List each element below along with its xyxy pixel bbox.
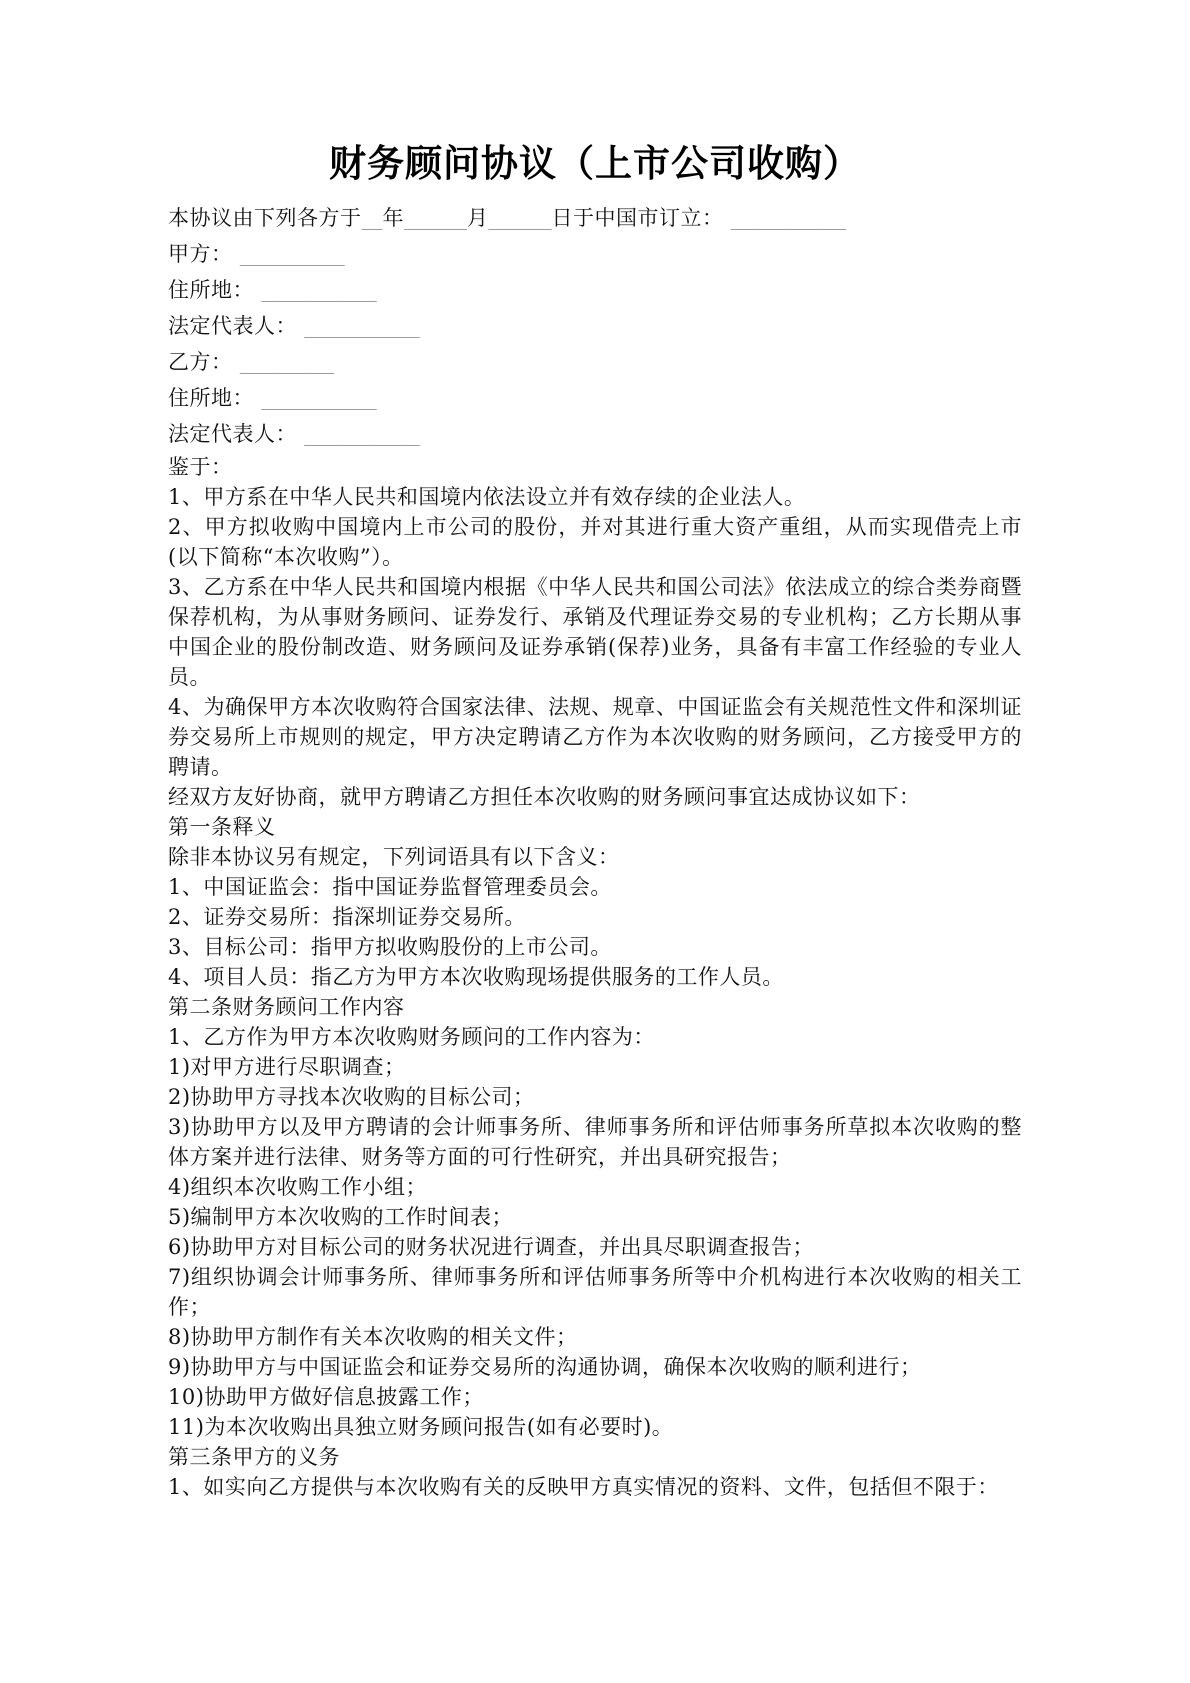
paragraph <box>168 1022 1022 1052</box>
paragraph <box>168 812 1022 842</box>
fill-in-field-line <box>168 236 1022 272</box>
blank-underline: ______ <box>488 206 552 231</box>
document-title: 财务顾问协议（上市公司收购） <box>329 142 861 185</box>
text-run: 1、乙方作为甲方本次收购财务顾问的工作内容为： <box>168 1025 655 1050</box>
text-run: 4)组织本次收购工作小组； <box>168 1175 428 1200</box>
paragraph <box>168 482 1022 512</box>
blank-underline: ___________ <box>261 278 377 303</box>
text-run: 第一条释义 <box>168 815 276 840</box>
text-run: 8)协助甲方制作有关本次收购的相关文件； <box>168 1325 578 1350</box>
text-run: 住所地： <box>168 386 262 411</box>
text-run: 法定代表人： <box>168 314 305 339</box>
paragraph <box>168 1322 1022 1352</box>
text-run: 2)协助甲方寻找本次收购的目标公司； <box>168 1085 535 1110</box>
paragraph <box>168 932 1022 962</box>
fill-in-field-line <box>168 380 1022 416</box>
blank-underline: ___________ <box>304 314 420 339</box>
text-run: 11)为本次收购出具独立财务顾问报告(如有必要时)。 <box>168 1415 674 1440</box>
paragraph <box>168 1472 1022 1502</box>
paragraph <box>168 992 1022 1022</box>
paragraph <box>168 1082 1022 1112</box>
paragraph <box>168 842 1022 872</box>
blank-underline: ___________ <box>730 206 847 231</box>
fill-in-field-line <box>168 416 1022 452</box>
paragraph <box>168 1172 1022 1202</box>
paragraph <box>168 1442 1022 1472</box>
paragraph <box>168 1352 1022 1382</box>
text-run: 6)协助甲方对目标公司的财务状况进行调查，并出具尽职调查报告； <box>168 1235 815 1260</box>
fill-in-field-line <box>168 272 1022 308</box>
paragraph <box>168 782 1022 812</box>
text-run: 年 <box>382 206 404 231</box>
text-run: 第三条甲方的义务 <box>168 1445 340 1470</box>
paragraph <box>168 1412 1022 1442</box>
blank-underline: ___________ <box>261 386 377 411</box>
text-run: 1、甲方系在中华人民共和国境内依法设立并有效存续的企业法人。 <box>168 485 806 510</box>
text-run: 鉴于： <box>168 455 233 480</box>
text-run: 1、中国证监会：指中国证券监督管理委员会。 <box>168 875 612 900</box>
text-run: 9)协助甲方与中国证监会和证券交易所的沟通协调，确保本次收购的顺利进行； <box>168 1355 922 1380</box>
text-run: 2、甲方拟收购中国境内上市公司的股份，并对其进行重大资产重组，从而实现借壳上市(以下简称“本次收购”）。 <box>168 515 1022 570</box>
text-run: 经双方友好协商，就甲方聘请乙方担任本次收购的财务顾问事宜达成协议如下： <box>168 785 921 810</box>
text-run: 3、目标公司：指甲方拟收购股份的上市公司。 <box>168 935 612 960</box>
fill-in-field-line <box>168 200 1022 236</box>
paragraph <box>168 1382 1022 1412</box>
blank-underline: __________ <box>239 242 345 267</box>
text-run: 日于中国市订立： <box>551 206 731 231</box>
blank-underline: __ <box>361 206 383 231</box>
fill-in-field-line <box>168 308 1022 344</box>
text-run: 4、项目人员：指乙方为甲方本次收购现场提供服务的工作人员。 <box>168 965 784 990</box>
paragraph <box>168 692 1022 782</box>
blank-underline: ___________ <box>304 422 420 447</box>
text-run: 2、证券交易所：指深圳证券交易所。 <box>168 905 526 930</box>
text-run: 3)协助甲方以及甲方聘请的会计师事务所、律师事务所和评估师事务所草拟本次收购的整体方案并进行法律、财务等方面的可行性研究，并出具研究报告； <box>168 1115 1022 1170</box>
blank-underline: ______ <box>404 206 467 231</box>
text-run: 4、为确保甲方本次收购符合国家法律、法规、规章、中国证监会有关规范性文件和深圳证券交易所上市规则的规定，甲方决定聘请乙方作为本次收购的财务顾问，乙方接受甲方的聘请。 <box>168 695 1022 780</box>
text-run: 甲方： <box>168 242 240 267</box>
document-body <box>168 200 1022 1502</box>
text-run: 7)组织协调会计师事务所、律师事务所和评估师事务所等中介机构进行本次收购的相关工作； <box>168 1265 1022 1320</box>
text-run: 本协议由下列各方于 <box>168 206 362 231</box>
document-page <box>168 0 1022 1502</box>
text-run: 第二条财务顾问工作内容 <box>168 995 405 1020</box>
paragraph <box>168 902 1022 932</box>
paragraph <box>168 872 1022 902</box>
blank-underline: _________ <box>239 350 335 375</box>
paragraph <box>168 452 1022 482</box>
text-run: 10)协助甲方做好信息披露工作； <box>168 1385 484 1410</box>
paragraph <box>168 1202 1022 1232</box>
fill-in-field-line <box>168 344 1022 380</box>
text-run: 3、乙方系在中华人民共和国境内根据《中华人民共和国公司法》依法成立的综合类券商暨保荐机构，为从事财务顾问、证券发行、承销及代理证券交易的专业机构；乙方长期从事中国企业的股份制改造、财务顾问及证券承销(保荐)业务，具备有丰富工作经验的专业人员。 <box>168 575 1022 690</box>
text-run: 5)编制甲方本次收购的工作时间表； <box>168 1205 514 1230</box>
text-run: 除非本协议另有规定，下列词语具有以下含义： <box>168 845 620 870</box>
text-run: 1、如实向乙方提供与本次收购有关的反映甲方真实情况的资料、文件，包括但不限于： <box>168 1475 999 1500</box>
paragraph <box>168 1262 1022 1322</box>
paragraph <box>168 1112 1022 1172</box>
paragraph <box>168 512 1022 572</box>
text-run: 月 <box>467 206 489 231</box>
paragraph <box>168 1232 1022 1262</box>
text-run: 法定代表人： <box>168 422 305 447</box>
paragraph <box>168 962 1022 992</box>
paragraph <box>168 572 1022 692</box>
text-run: 1)对甲方进行尽职调查； <box>168 1055 406 1080</box>
paragraph <box>168 1052 1022 1082</box>
text-run: 乙方： <box>168 350 240 375</box>
text-run: 住所地： <box>168 278 262 303</box>
